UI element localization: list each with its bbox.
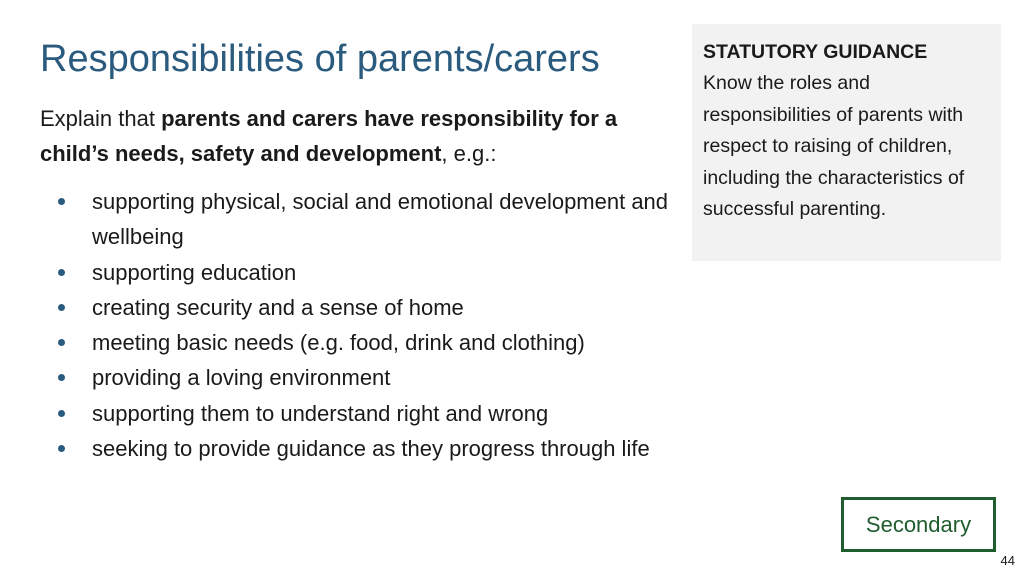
intro-lead: Explain that (40, 106, 162, 131)
list-item-text: supporting education (92, 259, 297, 285)
list-item (58, 290, 678, 325)
guidance-text: Know the roles and responsibilities of parents with respect to raising of children, including the characteristics of successful parenting. (703, 72, 965, 221)
list-item (58, 184, 678, 255)
page-number: 44 (1000, 553, 1015, 568)
bullet-dot-icon (58, 198, 65, 205)
list-item-text: providing a loving environment (92, 365, 391, 391)
responsibilities-list (58, 184, 678, 466)
intro-tail: , e.g.: (441, 141, 497, 166)
bullet-dot-icon (58, 410, 65, 417)
secondary-badge: Secondary (841, 497, 996, 552)
list-item-text: meeting basic needs (e.g. food, drink and clothing) (92, 330, 585, 356)
intro-bold: parents and carers have responsibility for a child’s needs, safety and development (40, 106, 618, 166)
list-item-text: supporting them to understand right and wrong (92, 400, 549, 426)
slide-title: Responsibilities of parents/carers (40, 38, 600, 80)
list-item (58, 255, 678, 290)
list-item-text: supporting physical, social and emotional development and wellbeing (92, 189, 669, 250)
list-item (58, 325, 678, 360)
intro-paragraph (40, 101, 680, 171)
bullet-dot-icon (58, 339, 65, 346)
list-item (58, 360, 678, 395)
guidance-heading: STATUTORY GUIDANCE (703, 41, 928, 63)
bullet-dot-icon (58, 374, 65, 381)
bullet-dot-icon (58, 445, 65, 452)
bullet-dot-icon (58, 269, 65, 276)
list-item (58, 431, 678, 466)
list-item-text: seeking to provide guidance as they progress through life (92, 436, 650, 462)
list-item (58, 396, 678, 431)
statutory-guidance-box (692, 24, 1001, 261)
list-item-text: creating security and a sense of home (92, 294, 464, 320)
bullet-dot-icon (58, 304, 65, 311)
